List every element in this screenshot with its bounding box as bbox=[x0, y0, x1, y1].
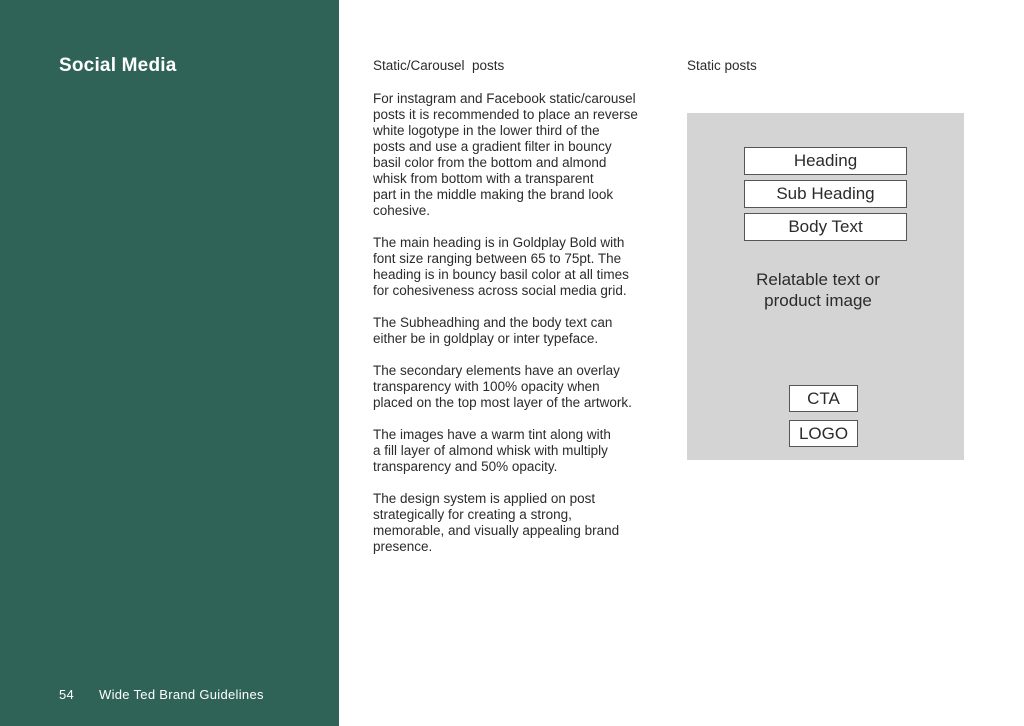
post-layout-mockup bbox=[687, 113, 964, 460]
paragraph-design-system: The design system is applied on post strategically for creating a strong, memorable, and visually appealing brand presence. bbox=[373, 491, 620, 554]
mockup-heading-box: Heading bbox=[744, 147, 907, 175]
paragraph-secondary-elements: The secondary elements have an overlay transparency with 100% opacity when placed on the top most layer of the artwork. bbox=[373, 363, 632, 410]
mockup-body-text-box: Body Text bbox=[744, 213, 907, 241]
mockup-subheading-box: Sub Heading bbox=[744, 180, 907, 208]
static-carousel-column bbox=[373, 57, 663, 571]
document-title: Wide Ted Brand Guidelines bbox=[99, 687, 264, 702]
page-number: 54 bbox=[59, 687, 75, 702]
mockup-logo-box: LOGO bbox=[789, 420, 858, 447]
paragraph-images: The images have a warm tint along with a fill layer of almond whisk with multiply transparency and 50% opacity. bbox=[373, 427, 611, 474]
paragraph-logotype: For instagram and Facebook static/carousel posts it is recommended to place an reverse white logotype in the lower third of the posts and use a gradient filter in bouncy basil color from the bottom and almond whisk from bottom with a transparent part in the middle making the brand look cohesive. bbox=[373, 91, 638, 218]
paragraph-main-heading: The main heading is in Goldplay Bold with font size ranging between 65 to 75pt. The heading is in bouncy basil color at all times for cohesiveness across social media grid. bbox=[373, 235, 629, 298]
mockup-cta-box: CTA bbox=[789, 385, 858, 412]
paragraph-subheading: The Subheadhing and the body text can either be in goldplay or inter typeface. bbox=[373, 315, 613, 346]
static-posts-heading: Static posts bbox=[687, 58, 757, 73]
sidebar-panel bbox=[0, 0, 339, 726]
page-footer bbox=[59, 687, 264, 702]
mockup-image-placeholder-text: Relatable text or product image bbox=[756, 270, 880, 310]
section-title: Social Media bbox=[59, 55, 177, 76]
static-posts-column bbox=[687, 57, 964, 91]
static-carousel-heading: Static/Carousel posts bbox=[373, 58, 505, 73]
